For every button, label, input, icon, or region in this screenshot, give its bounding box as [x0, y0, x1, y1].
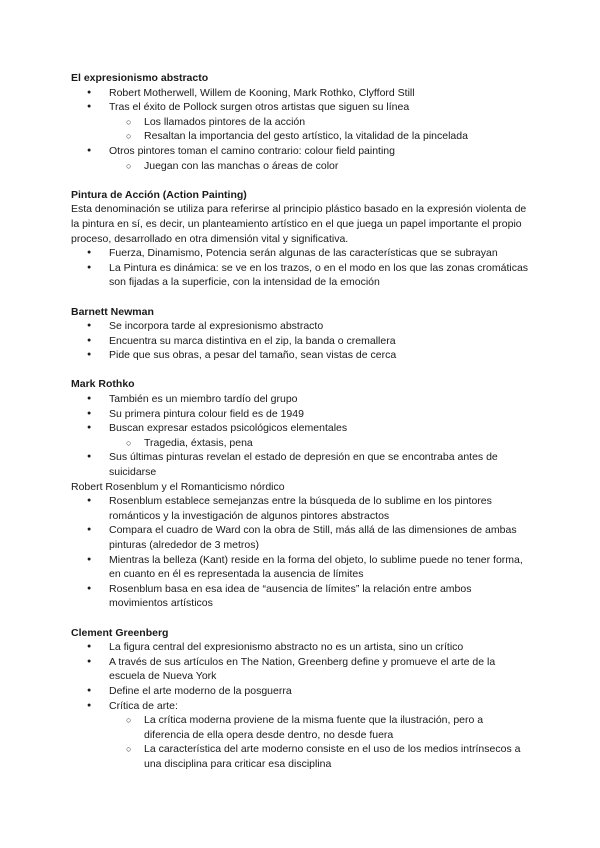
- paragraph-action-painting: Esta denominación se utiliza para referirse al principio plástico basado en la expresión violenta de la pintura en sí, es decir, un planteamiento artístico en el que juega un papel importante el propio proceso, desarrollado en otra dimensión vital y significativa.: [71, 203, 527, 245]
- list-item: ● Se incorpora tarde al expresionismo abstracto: [71, 319, 531, 334]
- list-item: ● Encuentra su marca distintiva en el zip, la banda o cremallera: [71, 334, 531, 349]
- section-title-rosenblum: Robert Rosenblum y el Romanticismo nórdico: [71, 480, 285, 493]
- document-page: [71, 71, 531, 772]
- list-item: ● A través de sus artículos en The Nation, Greenberg define y promueve el arte de la escuela de Nueva York: [71, 655, 531, 684]
- sub-list-item: ○ Resaltan la importancia del gesto artístico, la vitalidad de la pincelada: [71, 129, 531, 144]
- list-item: ● Crítica de arte:: [71, 699, 531, 714]
- section-title-greenberg: Clement Greenberg: [71, 626, 169, 639]
- list-item: ● Su primera pintura colour field es de 1949: [71, 407, 531, 422]
- section-title-newman: Barnett Newman: [71, 305, 154, 318]
- list-item: ● Pide que sus obras, a pesar del tamaño, sean vistas de cerca: [71, 348, 531, 363]
- sub-list-item: ○ Los llamados pintores de la acción: [71, 115, 531, 130]
- section-title-rothko: Mark Rothko: [71, 378, 135, 391]
- list-item: ● Fuerza, Dinamismo, Potencia serán algunas de las características que se subrayan: [71, 246, 531, 261]
- list-item: ● Rosenblum establece semejanzas entre la búsqueda de lo sublime en los pintores románticos y la investigación de algunos pintores abstractos: [71, 494, 531, 523]
- list-item: ● Robert Motherwell, Willem de Kooning, Mark Rothko, Clyfford Still: [71, 86, 531, 101]
- sub-list-item: ○ Juegan con las manchas o áreas de color: [71, 159, 531, 174]
- list-item: ● La Pintura es dinámica: se ve en los trazos, o en el modo en los que las zonas cromáticas son fijadas a la superficie, con la intensidad de la emoción: [71, 261, 531, 290]
- list-item: ● Rosenblum basa en esa idea de “ausencia de límites” la relación entre ambos movimientos artísticos: [71, 582, 531, 611]
- list-item: ● Buscan expresar estados psicológicos elementales: [71, 421, 531, 436]
- list-item: ● Otros pintores toman el camino contrario: colour field painting: [71, 144, 531, 159]
- bullet-list-greenberg: [71, 640, 531, 771]
- section-title-action-painting: Pintura de Acción (Action Painting): [71, 188, 247, 201]
- bullet-list-expresionismo: [71, 86, 531, 174]
- sub-list-item: ○ La crítica moderna proviene de la misma fuente que la ilustración, pero a diferencia de ella opera desde dentro, no desde fuera: [71, 713, 531, 742]
- list-item: ● Define el arte moderno de la posguerra: [71, 684, 531, 699]
- bullet-list-action-painting: [71, 246, 531, 290]
- bullet-list-rosenblum: [71, 494, 531, 611]
- section-title-expresionismo: El expresionismo abstracto: [71, 72, 209, 84]
- bullet-list-newman: [71, 319, 531, 363]
- bullet-list-rothko: [71, 392, 531, 480]
- list-item: ● También es un miembro tardío del grupo: [71, 392, 531, 407]
- list-item: ● Tras el éxito de Pollock surgen otros artistas que siguen su línea: [71, 100, 531, 115]
- list-item: ● Sus últimas pinturas revelan el estado de depresión en que se encontraba antes de suicidarse: [71, 450, 531, 479]
- list-item: ● Compara el cuadro de Ward con la obra de Still, más allá de las dimensiones de ambas pinturas (alrededor de 3 metros): [71, 523, 531, 552]
- sub-list-item: ○ La característica del arte moderno consiste en el uso de los medios intrínsecos a una disciplina para criticar esa disciplina: [71, 742, 531, 771]
- list-item: ● Mientras la belleza (Kant) reside en la forma del objeto, lo sublime puede no tener forma, en cuanto en él es representada la ausencia de límites: [71, 553, 531, 582]
- sub-list-item: ○ Tragedia, éxtasis, pena: [71, 436, 531, 451]
- list-item: ● La figura central del expresionismo abstracto no es un artista, sino un crítico: [71, 640, 531, 655]
